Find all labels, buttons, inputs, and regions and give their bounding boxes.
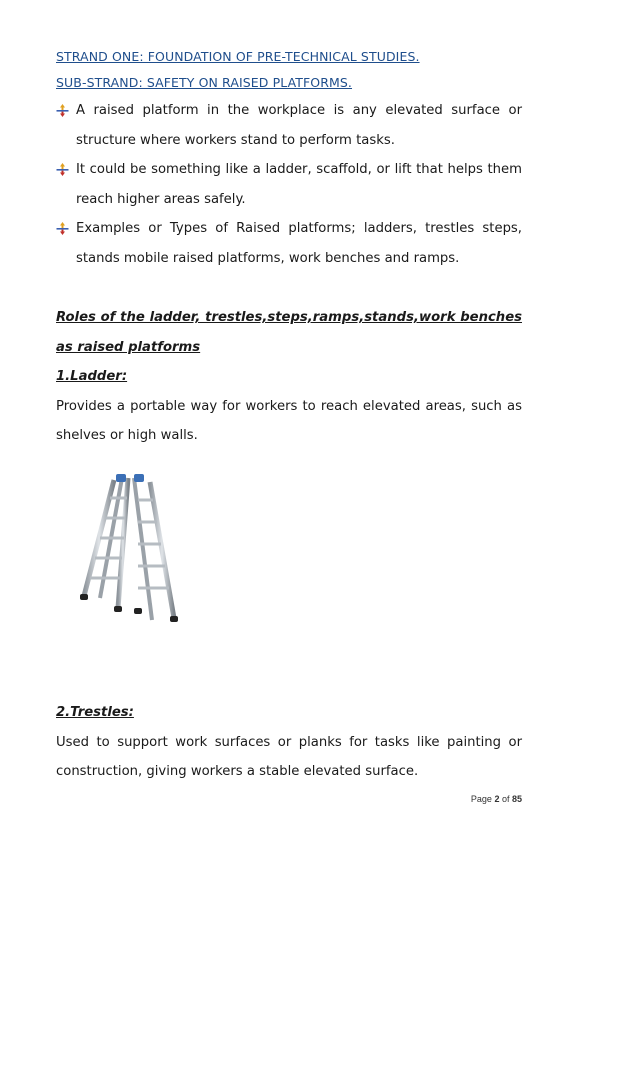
- trestles-text: Used to support work surfaces or planks for tasks like painting or construction, giving workers a stable elevated surface.: [56, 734, 522, 779]
- page-number: Page 2 of 85: [470, 794, 522, 804]
- roles-heading: Roles of the ladder, trestles,steps,ramps,stands,work benches as raised platforms: [56, 310, 522, 355]
- bullet-item: [56, 155, 522, 214]
- ladder-heading: 1.Ladder:: [56, 369, 128, 384]
- arrow-bullet-icon: [56, 222, 69, 235]
- bullet-item: [56, 214, 522, 273]
- arrow-bullet-icon: [56, 163, 69, 176]
- bullet-text: It could be something like a ladder, scaffold, or lift that helps them reach higher areas safely.: [76, 162, 522, 207]
- bullet-item: [56, 96, 522, 155]
- step-ladder-illustration: [76, 470, 186, 630]
- bullet-text: A raised platform in the workplace is any elevated surface or structure where workers stand to perform tasks.: [76, 103, 522, 148]
- bullet-list: [56, 96, 522, 273]
- document-page: [56, 44, 522, 804]
- ladder-text: Provides a portable way for workers to reach elevated areas, such as shelves or high walls.: [56, 398, 522, 443]
- sub-strand-title: SUB-STRAND: SAFETY ON RAISED PLATFORMS.: [56, 75, 353, 90]
- arrow-bullet-icon: [56, 104, 69, 117]
- strand-title: STRAND ONE: FOUNDATION OF PRE-TECHNICAL STUDIES.: [56, 49, 420, 64]
- ladder-icon: [76, 470, 186, 630]
- trestles-section: [56, 698, 522, 787]
- bullet-text: Examples or Types of Raised platforms; ladders, trestles steps, stands mobile raised platforms, work benches and ramps.: [76, 221, 522, 266]
- trestles-heading: 2.Trestles:: [56, 705, 134, 720]
